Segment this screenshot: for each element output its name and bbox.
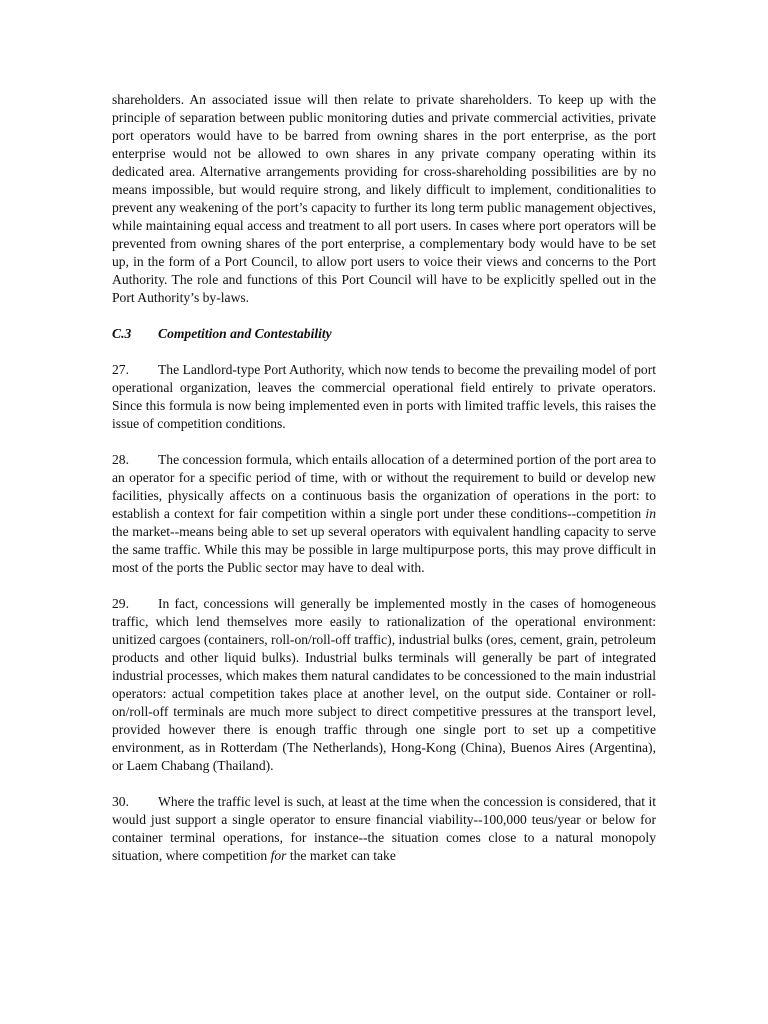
- section-heading: [112, 325, 656, 343]
- paragraph-29: [112, 595, 656, 775]
- paragraph-text: The Landlord-type Port Authority, which now tends to become the prevailing model of port operational organization, leaves the commercial operational field entirely to private operators. Since this formula is now being implemented even in ports with limited traffic levels, this raises the issue of competition conditions.: [112, 362, 656, 431]
- paragraph-30: [112, 793, 656, 865]
- document-page: [112, 91, 656, 865]
- section-title: Competition and Contestability: [158, 326, 332, 341]
- paragraph-number: 27.: [112, 362, 129, 377]
- paragraph-28: [112, 451, 656, 577]
- paragraph-text: the market--means being able to set up several operators with equivalent handling capacity to serve the same traffic. While this may be possible in large multipurpose ports, this may prove difficult in most of the ports the Public sector may have to deal with.: [112, 524, 656, 575]
- paragraph-text: the market can take: [286, 848, 396, 863]
- section-number: C.3: [112, 326, 132, 341]
- continuation-paragraph: shareholders. An associated issue will then relate to private shareholders. To keep up with the principle of separation between public monitoring duties and private commercial activities, private port operators would have to be barred from owning shares in the port enterprise, as the port enterprise would not be allowed to own shares in any private company operating within its dedicated area. Alternative arrangements providing for cross-shareholding possibilities are by no means impossible, but would require strong, and likely difficult to implement, conditionalities to prevent any weakening of the port’s capacity to further its long term public management objectives, while maintaining equal access and treatment to all port users. In cases where port operators will be prevented from owning shares of the port enterprise, a complementary body would have to be set up, in the form of a Port Council, to allow port users to voice their views and concerns to the Port Authority. The role and functions of this Port Council will have to be explicitly spelled out in the Port Authority’s by-laws.: [112, 92, 656, 305]
- paragraph-number: 29.: [112, 596, 129, 611]
- paragraph-number: 28.: [112, 452, 129, 467]
- emphasis-text: for: [270, 848, 287, 863]
- paragraph-number: 30.: [112, 794, 129, 809]
- paragraph-text: Where the traffic level is such, at least at the time when the concession is considered, that it would just support a single operator to ensure financial viability--100,000 teus/year or below for container terminal operations, for instance--the situation comes close to a natural monopoly situation, where competition: [112, 794, 656, 863]
- paragraph-text: In fact, concessions will generally be implemented mostly in the cases of homogeneous traffic, which lend themselves more easily to rationalization of the operational environment: unitized cargoes (containers, roll-on/roll-off traffic), industrial bulks (ores, cement, grain, petroleum products and other liquid bulks). Industrial bulks terminals will generally be part of integrated industrial processes, which makes them natural candidates to be concessioned to the main industrial operators: actual competition takes place at another level, on the output side. Container or roll-on/roll-off terminals are much more subject to direct competitive pressures at the transport level, provided however there is enough traffic through one single port to set up a competitive environment, as in Rotterdam (The Netherlands), Hong-Kong (China), Buenos Aires (Argentina), or Laem Chabang (Thailand).: [112, 596, 656, 773]
- emphasis-text: in: [645, 506, 656, 521]
- paragraph-text: The concession formula, which entails allocation of a determined portion of the port area to an operator for a specific period of time, with or without the requirement to build or develop new facilities, physically affects on a continuous basis the organization of operations in the port: to establish a context for fair competition within a single port under these conditions--competition: [112, 452, 656, 521]
- paragraph-27: [112, 361, 656, 433]
